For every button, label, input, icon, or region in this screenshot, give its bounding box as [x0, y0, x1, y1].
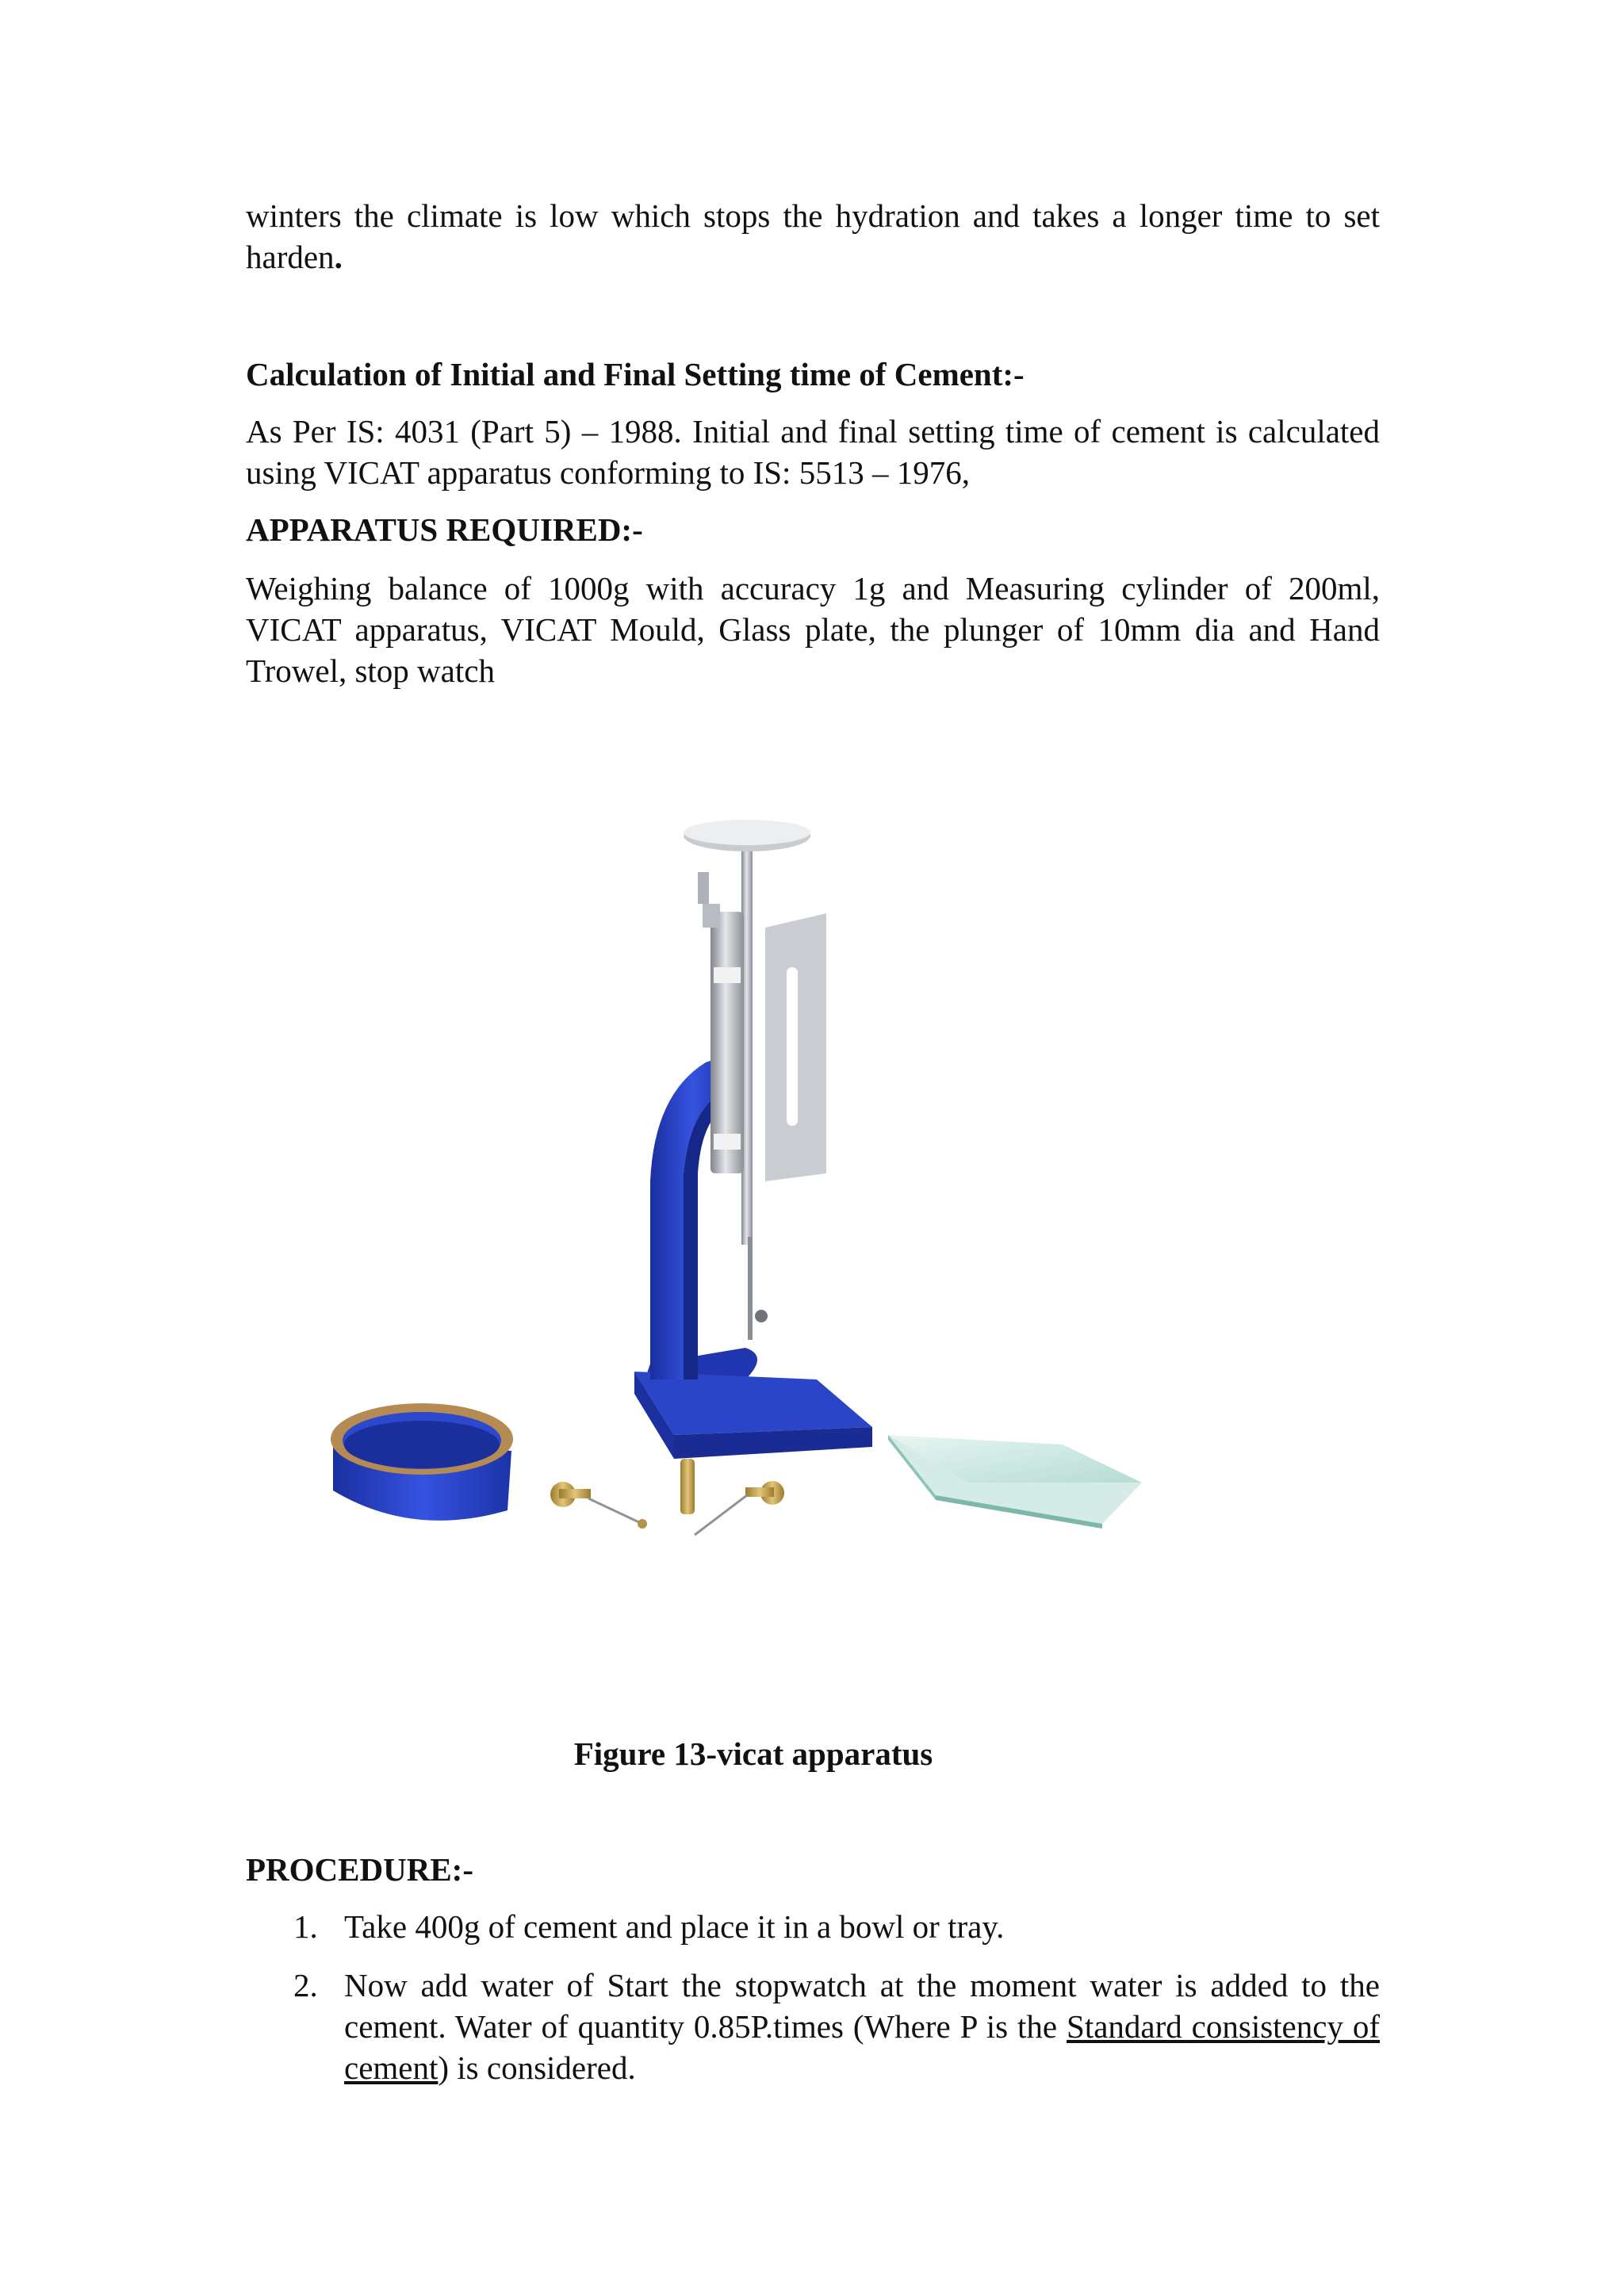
apparatus-paragraph: Weighing balance of 1000g with accuracy 1g and Measuring cylinder of 200ml, VICAT apparatus, VICAT Mould, Glass plate, the plunger of 10mm dia and Hand Trowel, stop watch [246, 570, 1380, 689]
glass-plate [888, 1435, 1142, 1529]
apparatus-heading: APPARATUS REQUIRED:- [246, 511, 643, 548]
procedure-list [246, 1906, 1380, 2106]
vicat-mould [331, 1403, 513, 1521]
intro-paragraph [246, 195, 1380, 277]
vicat-needles [550, 1459, 784, 1535]
procedure-step [246, 1965, 1380, 2088]
step-text: Take 400g of cement and place it in a bowl or tray. [344, 1908, 1005, 1945]
step-text-end: ) is considered. [438, 2049, 636, 2086]
figure-caption: Figure 13-vicat apparatus [573, 1735, 933, 1772]
vicat-apparatus-figure [301, 801, 1300, 1681]
step-text: Now add water of Start the stopwatch at the moment water is added to the cement. Water of quantity 0.85P.times (Where P is the [344, 1967, 1380, 2045]
procedure-heading: PROCEDURE:- [246, 1851, 473, 1888]
step-number: 1. [293, 1908, 318, 1945]
standard-consistency-link[interactable]: Standard consistency of cement [344, 2008, 1381, 2086]
apparatus-frame [698, 872, 826, 1181]
intro-text: winters the climate is low which stops the hydration and takes a longer time to set harden [246, 197, 1380, 275]
step-number: 2. [293, 1967, 318, 2003]
calculation-heading: Calculation of Initial and Final Setting time of Cement:- [246, 356, 1025, 392]
calculation-paragraph: As Per IS: 4031 (Part 5) – 1988. Initial and final setting time of cement is calculated using VICAT apparatus conforming to IS: 5513 – 1976, [246, 413, 1380, 491]
procedure-step [246, 1906, 1380, 1947]
intro-bold-period: . [334, 239, 343, 275]
